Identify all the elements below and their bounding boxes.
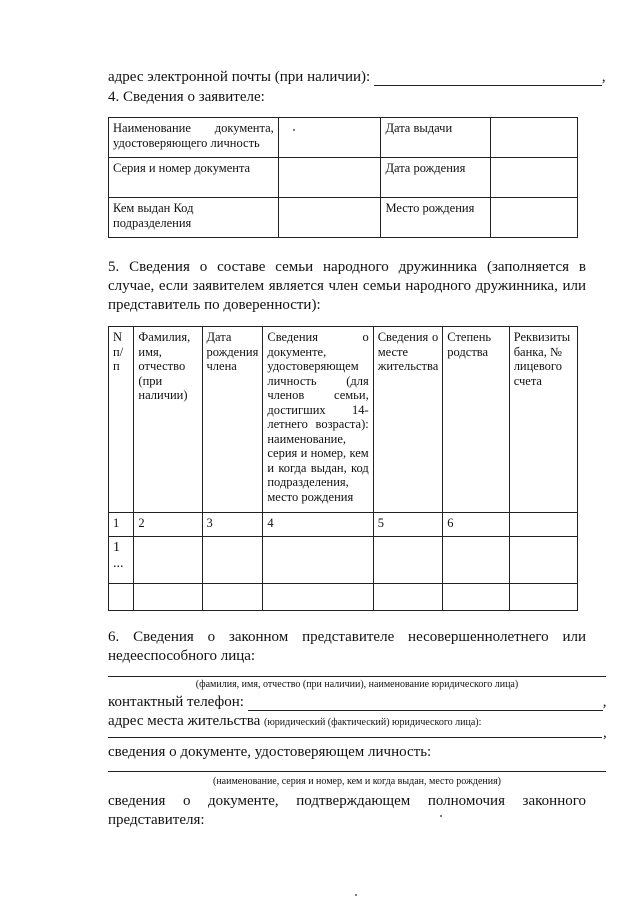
column-number: 4 <box>263 513 373 537</box>
applicant-cell-label: Дата рождения <box>381 158 491 198</box>
applicant-cell-value[interactable] <box>278 158 381 198</box>
email-field[interactable] <box>374 71 602 86</box>
applicant-cell-label: Кем выдан Код подразделения <box>109 198 279 238</box>
column-header: N п/п <box>109 327 134 513</box>
applicant-cell-value[interactable] <box>491 198 578 238</box>
column-number: 5 <box>373 513 443 537</box>
address-comma: , <box>603 725 607 741</box>
section6-title: 6. Сведения о законном представителе несовершеннолетнего или недееспособного лица: <box>108 629 586 664</box>
table-cell[interactable] <box>443 584 509 611</box>
section4-title: 4. Сведения о заявителе: <box>108 89 265 105</box>
column-number: 2 <box>134 513 202 537</box>
table-row <box>109 158 578 198</box>
table-cell[interactable] <box>134 537 202 584</box>
table-cell[interactable] <box>263 584 373 611</box>
column-header: Степень родства <box>443 327 509 513</box>
column-header: Сведения о документе, удостоверяющем личность (для членов семьи, достигших 14-летнего возраста): наименование, серия и номер, кем и когда выдан, код подразделения, место рождения <box>263 327 373 513</box>
column-number: 3 <box>202 513 263 537</box>
phone-field[interactable] <box>248 696 603 711</box>
address-line <box>108 712 481 732</box>
table-cell[interactable] <box>202 537 263 584</box>
column-header: Дата рождения члена <box>202 327 263 513</box>
table-row <box>109 198 578 238</box>
doc-field-line[interactable] <box>108 771 606 772</box>
applicant-cell-value[interactable] <box>491 158 578 198</box>
doc-label: сведения о документе, удостоверяющем личность: <box>108 744 432 760</box>
column-header: Фамилия, имя, отчество (при наличии) <box>134 327 202 513</box>
address-field-line[interactable] <box>108 737 602 738</box>
table-cell[interactable] <box>373 584 443 611</box>
column-header: Реквизиты банка, № лицевого счета <box>509 327 577 513</box>
row-number: 1 ... <box>109 537 134 584</box>
scan-speck <box>293 129 295 131</box>
applicant-cell-value[interactable] <box>278 198 381 238</box>
email-label: адрес электронной почты (при наличии): <box>108 69 371 85</box>
applicant-cell-value[interactable] <box>278 118 381 158</box>
scan-speck <box>440 815 442 817</box>
phone-line: контактный телефон: , <box>108 694 607 710</box>
table-cell[interactable] <box>202 584 263 611</box>
column-number: 6 <box>443 513 509 537</box>
phone-label: контактный телефон: <box>108 694 244 710</box>
table-cell[interactable] <box>509 584 577 611</box>
table-cell[interactable] <box>373 537 443 584</box>
applicant-cell-label: Место рождения <box>381 198 491 238</box>
name-caption: (фамилия, имя, отчество (при наличии), наименование юридического лица) <box>195 679 519 690</box>
table-row <box>109 118 578 158</box>
name-field-line[interactable] <box>108 676 606 677</box>
email-line <box>108 68 606 86</box>
authority-text: сведения о документе, подтверждающем полномочия законного представителя: <box>108 793 586 828</box>
section5-title: 5. Сведения о составе семьи народного дружинника (заполняется в случае, если заявителем является член семьи народного дружинника, или представитель по доверенности): <box>108 259 586 313</box>
column-number: 1 <box>109 513 134 537</box>
address-small-label: (юридический (фактический) юридического лица): <box>264 717 482 728</box>
table-cell[interactable] <box>263 537 373 584</box>
table-row <box>109 513 578 537</box>
applicant-cell-label: Дата выдачи <box>381 118 491 158</box>
family-table <box>108 326 578 611</box>
table-cell[interactable] <box>509 537 577 584</box>
email-suffix: , <box>601 69 606 85</box>
table-header-row <box>109 327 578 513</box>
table-cell[interactable] <box>109 584 134 611</box>
scan-speck <box>355 894 357 896</box>
applicant-cell-label: Наименование документа, удостоверяющего личность <box>109 118 279 158</box>
table-cell[interactable] <box>134 584 202 611</box>
table-cell[interactable] <box>443 537 509 584</box>
applicant-cell-label: Серия и номер документа <box>109 158 279 198</box>
doc-caption: (наименование, серия и номер, кем и когда выдан, место рождения) <box>212 776 502 787</box>
address-label: адрес места жительства <box>108 713 261 729</box>
column-header: Сведения о месте жительства <box>373 327 443 513</box>
column-number <box>509 513 577 537</box>
applicant-table <box>108 117 578 238</box>
applicant-cell-value[interactable] <box>491 118 578 158</box>
table-row <box>109 584 578 611</box>
table-row <box>109 537 578 584</box>
